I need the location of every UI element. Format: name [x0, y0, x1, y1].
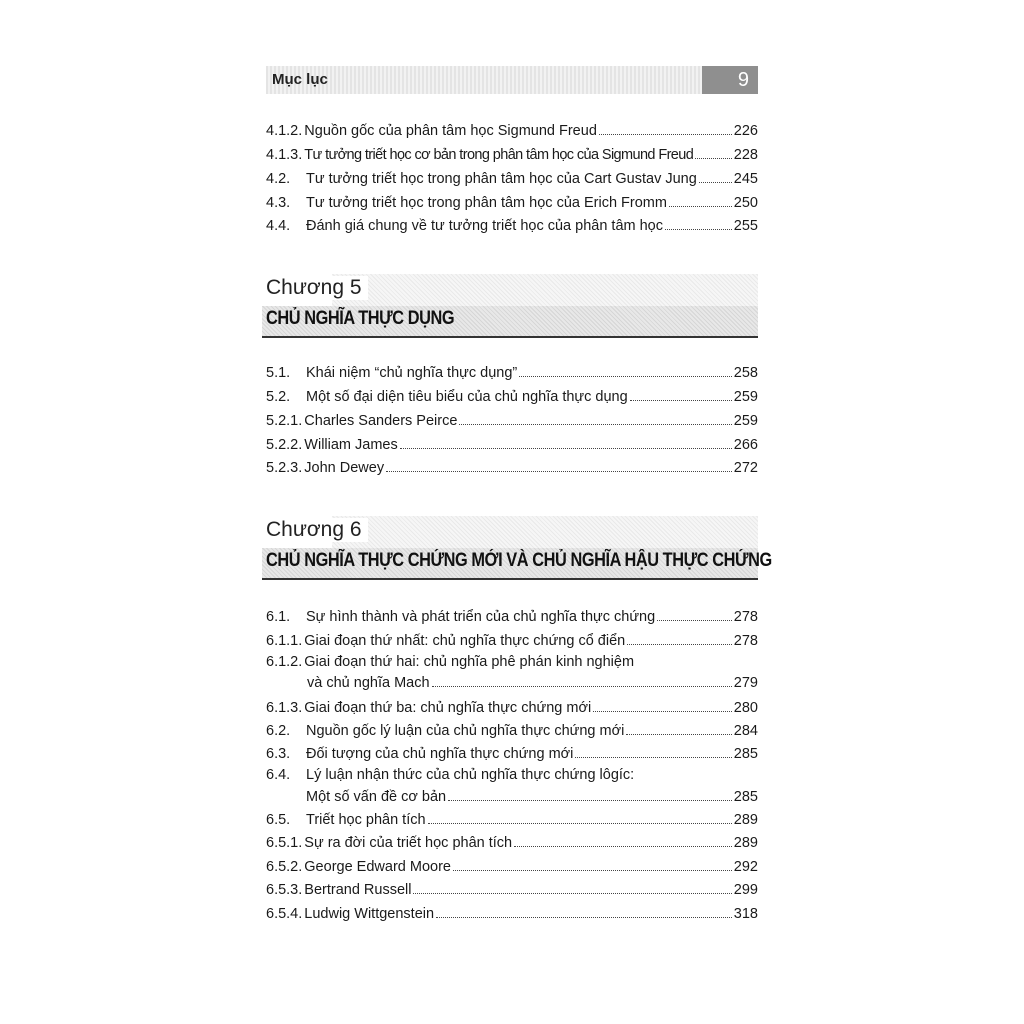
entry-page: 259	[733, 413, 758, 429]
entry-title: Bertrand Russell	[304, 882, 412, 898]
entry-page: 278	[733, 633, 758, 649]
entry-title: Tư tưởng triết học trong phân tâm học của Erich Fromm	[306, 195, 667, 211]
entry-number: 6.2.	[266, 723, 291, 739]
entry-title: Ludwig Wittgenstein	[304, 906, 435, 922]
entry-title: Sự hình thành và phát triển của chủ nghĩa thực chứng	[306, 609, 656, 625]
entry-page: 289	[733, 835, 758, 851]
entry-page: 255	[733, 218, 758, 234]
toc-entry	[266, 455, 758, 477]
toc-entry	[266, 432, 758, 454]
dot-leader	[657, 620, 732, 621]
toc-entry	[266, 360, 758, 382]
entry-title: Khái niệm “chủ nghĩa thực dụng”	[306, 365, 518, 381]
entry-title: William James	[304, 437, 398, 453]
toc-entry	[266, 142, 758, 164]
dot-leader	[514, 846, 732, 847]
entry-title: George Edward Moore	[304, 859, 451, 875]
header-title: Mục lục	[272, 71, 328, 88]
entry-number: 5.2.1.	[266, 413, 303, 429]
toc-entry	[266, 670, 758, 692]
toc-entry	[266, 384, 758, 406]
entry-title: Sự ra đời của triết học phân tích	[304, 835, 513, 851]
toc-entry	[266, 718, 758, 740]
entry-page: 289	[733, 812, 758, 828]
entry-number: 6.1.1.	[266, 633, 303, 649]
dot-leader	[453, 870, 732, 871]
entry-number: 5.1.	[266, 365, 291, 381]
entry-page: 245	[733, 171, 758, 187]
toc-entry	[266, 604, 758, 626]
toc-entry-line1	[266, 764, 758, 786]
dot-leader	[695, 158, 732, 159]
dot-leader	[386, 471, 732, 472]
dot-leader	[436, 917, 732, 918]
toc-entry	[266, 807, 758, 829]
entry-page: 318	[733, 906, 758, 922]
page-number: 9	[702, 66, 758, 94]
dot-leader	[593, 711, 732, 712]
entry-number: 4.4.	[266, 218, 291, 234]
entry-number: 6.3.	[266, 746, 291, 762]
entry-number: 4.3.	[266, 195, 291, 211]
dot-leader	[413, 893, 731, 894]
chapter-title: CHỦ NGHĨA THỰC DỤNG	[266, 308, 455, 329]
entry-number: 6.5.1.	[266, 835, 303, 851]
entry-page: 299	[733, 882, 758, 898]
entry-title: Tư tưởng triết học cơ bản trong phân tâm học của Sigmund Freud	[304, 147, 694, 163]
entry-number: 5.2.	[266, 389, 291, 405]
entry-page: 250	[733, 195, 758, 211]
entry-page: 266	[733, 437, 758, 453]
entry-number: 5.2.3.	[266, 460, 303, 476]
toc-entry	[266, 408, 758, 430]
entry-number: 4.2.	[266, 171, 291, 187]
toc-entry	[266, 901, 758, 923]
dot-leader	[575, 757, 731, 758]
dot-leader	[665, 229, 732, 230]
entry-number: 6.1.3.	[266, 700, 303, 716]
entry-title: John Dewey	[304, 460, 385, 476]
toc-entry	[266, 118, 758, 140]
toc-entry	[266, 854, 758, 876]
entry-title: và chủ nghĩa Mach	[307, 675, 430, 691]
chapter-label: Chương 6	[266, 518, 368, 542]
dot-leader	[400, 448, 732, 449]
entry-page: 279	[733, 675, 758, 691]
dot-leader	[432, 686, 732, 687]
entry-title-line1: Giai đoạn thứ hai: chủ nghĩa phê phán kinh nghiệm	[304, 654, 635, 670]
entry-number: 6.1.	[266, 609, 291, 625]
toc-entry	[266, 830, 758, 852]
entry-page: 292	[733, 859, 758, 875]
entry-page: 272	[733, 460, 758, 476]
dot-leader	[630, 400, 732, 401]
dot-leader	[627, 644, 732, 645]
entry-number: 6.5.2.	[266, 859, 303, 875]
toc-entry	[266, 166, 758, 188]
entry-title: Charles Sanders Peirce	[304, 413, 458, 429]
toc-entry	[266, 741, 758, 763]
entry-number: 6.5.3.	[266, 882, 303, 898]
entry-page: 226	[733, 123, 758, 139]
entry-page: 258	[733, 365, 758, 381]
chapter-title: CHỦ NGHĨA THỰC CHỨNG MỚI VÀ CHỦ NGHĨA HẬU THỰC CHỨNG	[266, 550, 772, 571]
entry-number: 6.1.2.	[266, 654, 303, 670]
entry-page: 285	[733, 789, 758, 805]
toc-entry	[266, 877, 758, 899]
entry-title-line1: Lý luận nhận thức của chủ nghĩa thực chứng lôgíc:	[306, 767, 635, 783]
toc-entry	[266, 190, 758, 212]
entry-page: 285	[733, 746, 758, 762]
entry-title: Một số vấn đề cơ bản	[306, 789, 447, 805]
entry-title: Tư tưởng triết học trong phân tâm học của Cart Gustav Jung	[306, 171, 697, 187]
entry-title: Đánh giá chung về tư tưởng triết học của phân tâm học	[306, 218, 663, 234]
entry-title: Đối tượng của chủ nghĩa thực chứng mới	[306, 746, 574, 762]
dot-leader	[459, 424, 731, 425]
dot-leader	[448, 800, 732, 801]
dot-leader	[599, 134, 732, 135]
chapter-6-heading	[262, 516, 772, 580]
entry-number: 6.5.	[266, 812, 291, 828]
dot-leader	[669, 206, 732, 207]
toc-entry	[266, 213, 758, 235]
entry-number: 6.5.4.	[266, 906, 303, 922]
entry-number: 4.1.2.	[266, 123, 303, 139]
dot-leader	[428, 823, 732, 824]
entry-page: 284	[733, 723, 758, 739]
entry-title: Giai đoạn thứ ba: chủ nghĩa thực chứng mới	[304, 700, 592, 716]
entry-number: 4.1.3.	[266, 147, 303, 163]
toc-entry	[266, 695, 758, 717]
toc-entry	[266, 628, 758, 650]
entry-number: 5.2.2.	[266, 437, 303, 453]
entry-page: 259	[733, 389, 758, 405]
dot-leader	[699, 182, 732, 183]
dot-leader	[626, 734, 731, 735]
entry-number: 6.4.	[266, 767, 291, 783]
running-header	[266, 66, 758, 94]
dot-leader	[519, 376, 732, 377]
entry-title: Triết học phân tích	[306, 812, 426, 828]
entry-title: Nguồn gốc lý luận của chủ nghĩa thực chứng mới	[306, 723, 625, 739]
toc-entry	[266, 784, 758, 806]
entry-page: 278	[733, 609, 758, 625]
entry-page: 228	[733, 147, 758, 163]
entry-title: Giai đoạn thứ nhất: chủ nghĩa thực chứng cổ điển	[304, 633, 626, 649]
entry-title: Một số đại diện tiêu biểu của chủ nghĩa thực dụng	[306, 389, 628, 405]
chapter-label: Chương 5	[266, 276, 368, 300]
chapter-5-heading	[262, 274, 758, 338]
entry-title: Nguồn gốc của phân tâm học Sigmund Freud	[304, 123, 597, 139]
entry-page: 280	[733, 700, 758, 716]
